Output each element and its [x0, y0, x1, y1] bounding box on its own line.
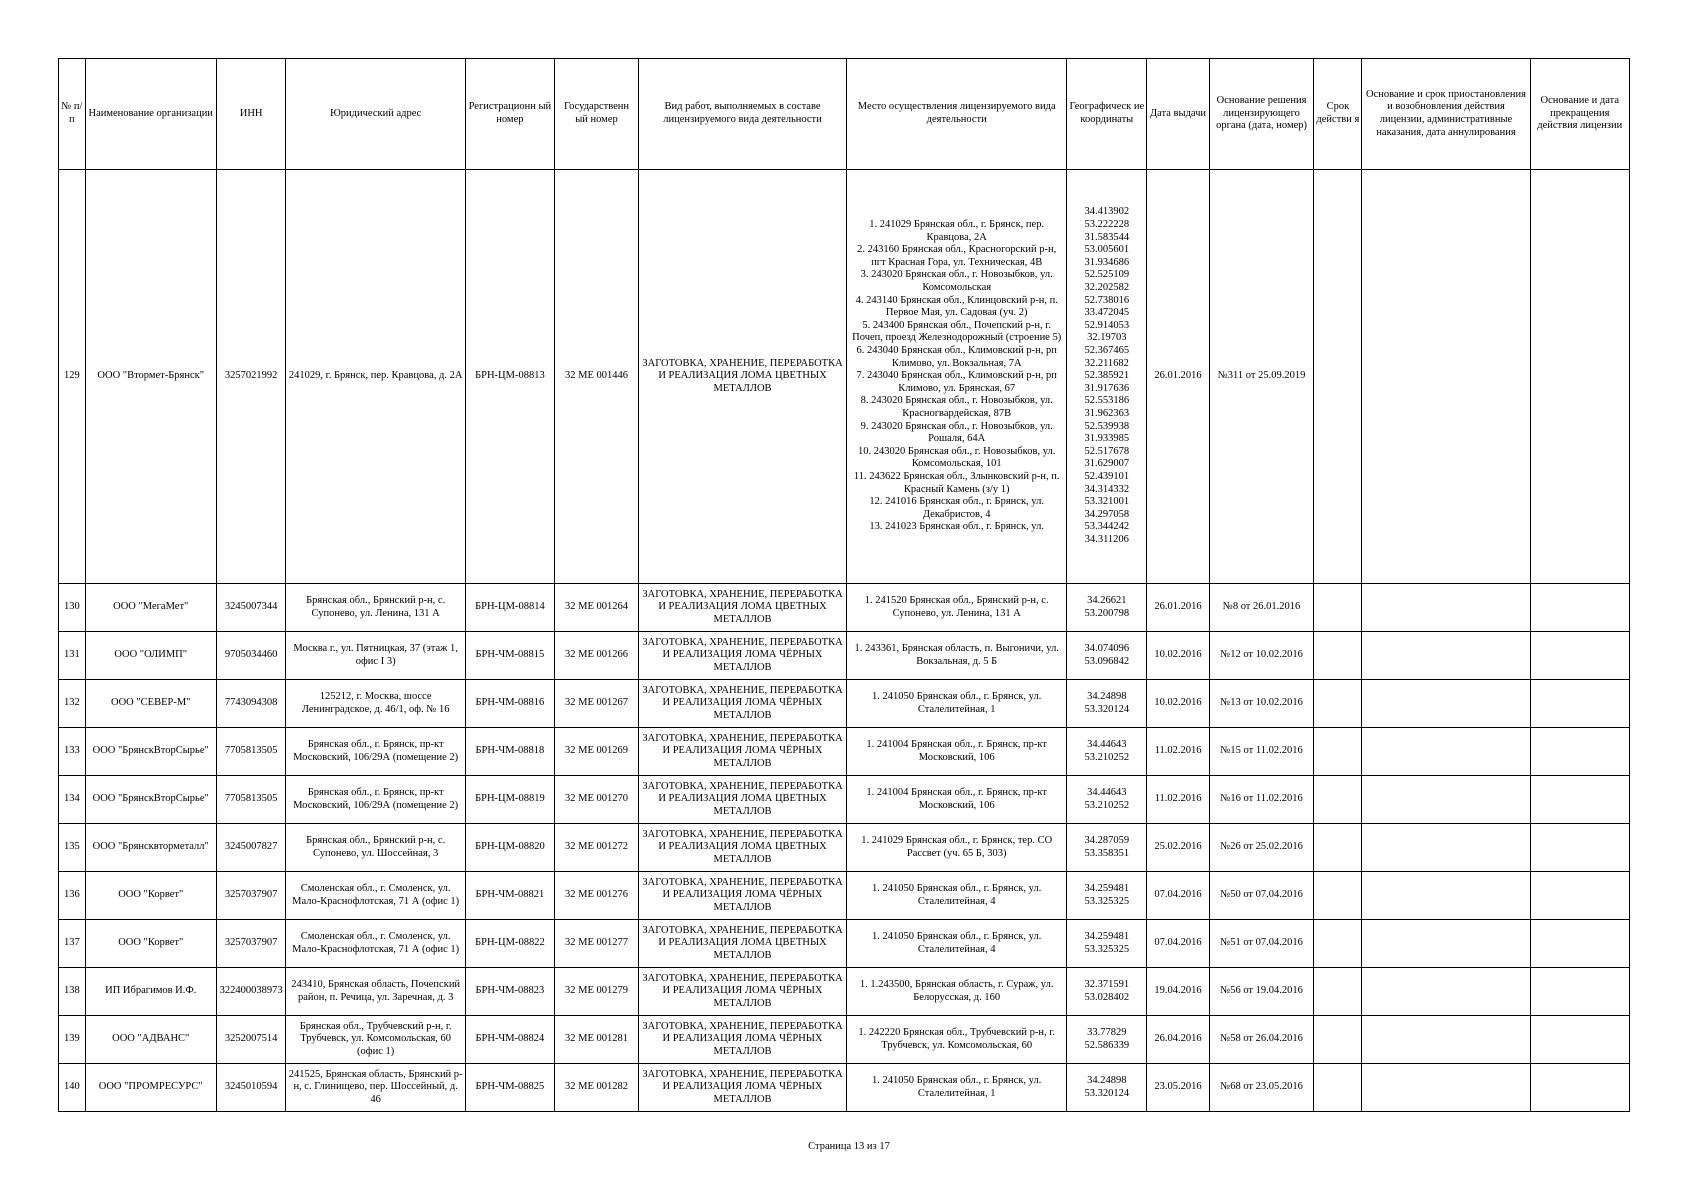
- cell-reg-number: БРН-ЧМ-08818: [465, 728, 554, 776]
- cell-state-number: 32 МЕ 001276: [554, 872, 638, 920]
- cell-decision-basis: №12 от 10.02.2016: [1209, 632, 1314, 680]
- cell-decision-basis: №15 от 11.02.2016: [1209, 728, 1314, 776]
- header-work-type: Вид работ, выполняемых в составе лицензируемого вида деятельности: [639, 59, 847, 170]
- header-num: № п/п: [59, 59, 86, 170]
- cell-org-name: ООО "ОЛИМП": [85, 632, 216, 680]
- header-issue-date: Дата выдачи: [1147, 59, 1210, 170]
- cell-legal-address: Брянская обл., г. Брянск, пр-кт Московский, 106/29А (помещение 2): [286, 728, 465, 776]
- cell-suspension-info: [1362, 824, 1530, 872]
- cell-work-type: ЗАГОТОВКА, ХРАНЕНИЕ, ПЕРЕРАБОТКА И РЕАЛИЗАЦИЯ ЛОМА ЦВЕТНЫХ МЕТАЛЛОВ: [639, 584, 847, 632]
- cell-inn: 3252007514: [216, 1016, 286, 1064]
- cell-org-name: ООО "Корвет": [85, 920, 216, 968]
- cell-validity-term: [1314, 728, 1362, 776]
- cell-decision-basis: №58 от 26.04.2016: [1209, 1016, 1314, 1064]
- cell-decision-basis: №8 от 26.01.2016: [1209, 584, 1314, 632]
- cell-activity-place: 1. 241004 Брянская обл., г. Брянск, пр-кт Московский, 106: [847, 776, 1067, 824]
- cell-coordinates: 34.259481 53.325325: [1067, 872, 1147, 920]
- cell-inn: 7705813505: [216, 776, 286, 824]
- cell-num: 136: [59, 872, 86, 920]
- cell-work-type: ЗАГОТОВКА, ХРАНЕНИЕ, ПЕРЕРАБОТКА И РЕАЛИЗАЦИЯ ЛОМА ЧЁРНЫХ МЕТАЛЛОВ: [639, 1064, 847, 1112]
- cell-num: 137: [59, 920, 86, 968]
- table-row: [59, 824, 1630, 872]
- license-registry-table: [58, 58, 1630, 1112]
- cell-decision-basis: №56 от 19.04.2016: [1209, 968, 1314, 1016]
- cell-work-type: ЗАГОТОВКА, ХРАНЕНИЕ, ПЕРЕРАБОТКА И РЕАЛИЗАЦИЯ ЛОМА ЧЁРНЫХ МЕТАЛЛОВ: [639, 968, 847, 1016]
- cell-decision-basis: №68 от 23.05.2016: [1209, 1064, 1314, 1112]
- header-reg-number: Регистрационн ый номер: [465, 59, 554, 170]
- cell-coordinates: 32.371591 53.028402: [1067, 968, 1147, 1016]
- header-org-name: Наименование организации: [85, 59, 216, 170]
- cell-num: 140: [59, 1064, 86, 1112]
- cell-work-type: ЗАГОТОВКА, ХРАНЕНИЕ, ПЕРЕРАБОТКА И РЕАЛИЗАЦИЯ ЛОМА ЦВЕТНЫХ МЕТАЛЛОВ: [639, 170, 847, 584]
- cell-legal-address: Москва г., ул. Пятницкая, 37 (этаж 1, офис I 3): [286, 632, 465, 680]
- header-activity-place: Место осуществления лицензируемого вида деятельности: [847, 59, 1067, 170]
- cell-activity-place: 1. 241050 Брянская обл., г. Брянск, ул. Сталелитейная, 1: [847, 1064, 1067, 1112]
- cell-state-number: 32 МЕ 001269: [554, 728, 638, 776]
- cell-work-type: ЗАГОТОВКА, ХРАНЕНИЕ, ПЕРЕРАБОТКА И РЕАЛИЗАЦИЯ ЛОМА ЧЁРНЫХ МЕТАЛЛОВ: [639, 680, 847, 728]
- table-row: [59, 680, 1630, 728]
- header-decision-basis: Основание решения лицензирующего органа (дата, номер): [1209, 59, 1314, 170]
- cell-validity-term: [1314, 584, 1362, 632]
- cell-issue-date: 11.02.2016: [1147, 776, 1210, 824]
- cell-reg-number: БРН-ЦМ-08814: [465, 584, 554, 632]
- cell-decision-basis: №13 от 10.02.2016: [1209, 680, 1314, 728]
- cell-activity-place: 1. 1.243500, Брянская область, г. Сураж, ул. Белорусская, д. 160: [847, 968, 1067, 1016]
- cell-suspension-info: [1362, 776, 1530, 824]
- cell-reg-number: БРН-ЦМ-08822: [465, 920, 554, 968]
- cell-reg-number: БРН-ЧМ-08821: [465, 872, 554, 920]
- cell-issue-date: 25.02.2016: [1147, 824, 1210, 872]
- header-coordinates: Географическ ие координаты: [1067, 59, 1147, 170]
- cell-termination-info: [1530, 872, 1629, 920]
- cell-num: 132: [59, 680, 86, 728]
- cell-legal-address: 241525, Брянская область, Брянский р-н, с. Глинищево, пер. Шоссейный, д. 46: [286, 1064, 465, 1112]
- cell-issue-date: 07.04.2016: [1147, 920, 1210, 968]
- header-termination-info: Основание и дата прекращения действия лицензии: [1530, 59, 1629, 170]
- cell-org-name: ООО "МегаМет": [85, 584, 216, 632]
- cell-reg-number: БРН-ЦМ-08819: [465, 776, 554, 824]
- cell-activity-place: 1. 241029 Брянская обл., г. Брянск, пер. Кравцова, 2А 2. 243160 Брянская обл., Красногорский р-н, пгт Красная Гора, ул. Техническая, 4В 3. 243020 Брянская обл., г. Новозыбков, ул. Комсомольская 4. 243140 Брянская обл., Клинцовский р-н, п. Первое Мая, ул. Садовая (уч. 2) 5. 243400 Брянская обл., Почепский р-н, г. Почеп, проезд Железнодорожный (строение 5) 6. 243040 Брянская обл., Климовский р-н, рп Климово, ул. Вокзальная, 7А 7. 243040 Брянская обл., Климовский р-н, рп Климово, ул. Брянская, 67 8. 243020 Брянская обл., г. Новозыбков, ул. Красногвардейская, 87В 9. 243020 Брянская обл., г. Новозыбков, ул. Рошаля, 64А 10. 243020 Брянская обл., г. Новозыбков, ул. Комсомольская, 101 11. 243622 Брянская обл., Злынковский р-н, п. Красный Камень (з/у 1) 12. 241016 Брянская обл., г. Брянск, ул. Декабристов, 4 13. 241023 Брянская обл., г. Брянск, ул.: [847, 170, 1067, 584]
- cell-suspension-info: [1362, 1064, 1530, 1112]
- cell-issue-date: 10.02.2016: [1147, 632, 1210, 680]
- cell-org-name: ООО "Корвет": [85, 872, 216, 920]
- cell-termination-info: [1530, 728, 1629, 776]
- cell-legal-address: Брянская обл., г. Брянск, пр-кт Московский, 106/29А (помещение 2): [286, 776, 465, 824]
- table-row: [59, 584, 1630, 632]
- cell-org-name: ООО "СЕВЕР-М": [85, 680, 216, 728]
- cell-legal-address: Смоленская обл., г. Смоленск, ул. Мало-Краснофлотская, 71 А (офис 1): [286, 872, 465, 920]
- header-state-number: Государственн ый номер: [554, 59, 638, 170]
- cell-activity-place: 1. 241050 Брянская обл., г. Брянск, ул. Сталелитейная, 4: [847, 920, 1067, 968]
- header-validity-term: Срок действи я: [1314, 59, 1362, 170]
- cell-activity-place: 1. 241050 Брянская обл., г. Брянск, ул. Сталелитейная, 4: [847, 872, 1067, 920]
- cell-termination-info: [1530, 170, 1629, 584]
- cell-coordinates: 34.24898 53.320124: [1067, 680, 1147, 728]
- cell-state-number: 32 МЕ 001279: [554, 968, 638, 1016]
- cell-state-number: 32 МЕ 001266: [554, 632, 638, 680]
- cell-reg-number: БРН-ЧМ-08823: [465, 968, 554, 1016]
- cell-suspension-info: [1362, 170, 1530, 584]
- cell-termination-info: [1530, 680, 1629, 728]
- cell-coordinates: 34.44643 53.210252: [1067, 728, 1147, 776]
- cell-termination-info: [1530, 1064, 1629, 1112]
- cell-activity-place: 1. 241004 Брянская обл., г. Брянск, пр-кт Московский, 106: [847, 728, 1067, 776]
- cell-org-name: ИП Ибрагимов И.Ф.: [85, 968, 216, 1016]
- table-row: [59, 920, 1630, 968]
- cell-inn: 322400038973: [216, 968, 286, 1016]
- cell-state-number: 32 МЕ 001267: [554, 680, 638, 728]
- table-row: [59, 1016, 1630, 1064]
- cell-org-name: ООО "БрянскВторСырье": [85, 728, 216, 776]
- cell-num: 139: [59, 1016, 86, 1064]
- cell-decision-basis: №26 от 25.02.2016: [1209, 824, 1314, 872]
- cell-num: 130: [59, 584, 86, 632]
- cell-reg-number: БРН-ЧМ-08816: [465, 680, 554, 728]
- cell-coordinates: 34.259481 53.325325: [1067, 920, 1147, 968]
- cell-legal-address: Смоленская обл., г. Смоленск, ул. Мало-Краснофлотская, 71 А (офис 1): [286, 920, 465, 968]
- table-row: [59, 776, 1630, 824]
- cell-org-name: ООО "АДВАНС": [85, 1016, 216, 1064]
- cell-reg-number: БРН-ЧМ-08825: [465, 1064, 554, 1112]
- cell-validity-term: [1314, 872, 1362, 920]
- cell-coordinates: 34.413902 53.222228 31.583544 53.005601 31.934686 52.525109 32.202582 52.738016 33.472045 52.914053 32.19703 52.367465 32.211682 52.385921 31.917636 52.553186 31.962363 52.539938 31.933985 52.517678 31.629007 52.439101 34.314332 53.321001 34.297058 53.344242 34.311206: [1067, 170, 1147, 584]
- cell-termination-info: [1530, 776, 1629, 824]
- cell-num: 129: [59, 170, 86, 584]
- cell-decision-basis: №50 от 07.04.2016: [1209, 872, 1314, 920]
- cell-num: 135: [59, 824, 86, 872]
- cell-reg-number: БРН-ЧМ-08824: [465, 1016, 554, 1064]
- cell-legal-address: 243410, Брянская область, Почепский район, п. Речица, ул. Заречная, д. 3: [286, 968, 465, 1016]
- cell-coordinates: 34.24898 53.320124: [1067, 1064, 1147, 1112]
- cell-coordinates: 34.44643 53.210252: [1067, 776, 1147, 824]
- cell-decision-basis: №16 от 11.02.2016: [1209, 776, 1314, 824]
- cell-issue-date: 10.02.2016: [1147, 680, 1210, 728]
- cell-state-number: 32 МЕ 001281: [554, 1016, 638, 1064]
- cell-inn: 7705813505: [216, 728, 286, 776]
- cell-suspension-info: [1362, 632, 1530, 680]
- header-inn: ИНН: [216, 59, 286, 170]
- cell-legal-address: Брянская обл., Брянский р-н, с. Супонево, ул. Шоссейная, 3: [286, 824, 465, 872]
- table-row: [59, 632, 1630, 680]
- cell-issue-date: 11.02.2016: [1147, 728, 1210, 776]
- cell-state-number: 32 МЕ 001282: [554, 1064, 638, 1112]
- cell-validity-term: [1314, 968, 1362, 1016]
- cell-validity-term: [1314, 824, 1362, 872]
- cell-inn: 3257021992: [216, 170, 286, 584]
- cell-suspension-info: [1362, 1016, 1530, 1064]
- cell-coordinates: 34.26621 53.200798: [1067, 584, 1147, 632]
- cell-work-type: ЗАГОТОВКА, ХРАНЕНИЕ, ПЕРЕРАБОТКА И РЕАЛИЗАЦИЯ ЛОМА ЧЁРНЫХ МЕТАЛЛОВ: [639, 728, 847, 776]
- cell-decision-basis: №311 от 25.09.2019: [1209, 170, 1314, 584]
- cell-work-type: ЗАГОТОВКА, ХРАНЕНИЕ, ПЕРЕРАБОТКА И РЕАЛИЗАЦИЯ ЛОМА ЦВЕТНЫХ МЕТАЛЛОВ: [639, 920, 847, 968]
- table-row: [59, 968, 1630, 1016]
- cell-work-type: ЗАГОТОВКА, ХРАНЕНИЕ, ПЕРЕРАБОТКА И РЕАЛИЗАЦИЯ ЛОМА ЧЁРНЫХ МЕТАЛЛОВ: [639, 872, 847, 920]
- cell-coordinates: 33.77829 52.586339: [1067, 1016, 1147, 1064]
- cell-issue-date: 26.04.2016: [1147, 1016, 1210, 1064]
- cell-inn: 3245007827: [216, 824, 286, 872]
- cell-num: 134: [59, 776, 86, 824]
- cell-suspension-info: [1362, 584, 1530, 632]
- cell-legal-address: 125212, г. Москва, шоссе Ленинградское, д. 46/1, оф. № 16: [286, 680, 465, 728]
- cell-org-name: ООО "ПРОМРЕСУРС": [85, 1064, 216, 1112]
- cell-activity-place: 1. 241050 Брянская обл., г. Брянск, ул. Сталелитейная, 1: [847, 680, 1067, 728]
- cell-reg-number: БРН-ЧМ-08815: [465, 632, 554, 680]
- cell-state-number: 32 МЕ 001264: [554, 584, 638, 632]
- cell-termination-info: [1530, 1016, 1629, 1064]
- cell-reg-number: БРН-ЦМ-08820: [465, 824, 554, 872]
- cell-work-type: ЗАГОТОВКА, ХРАНЕНИЕ, ПЕРЕРАБОТКА И РЕАЛИЗАЦИЯ ЛОМА ЦВЕТНЫХ МЕТАЛЛОВ: [639, 776, 847, 824]
- cell-org-name: ООО "БрянскВторСырье": [85, 776, 216, 824]
- cell-legal-address: 241029, г. Брянск, пер. Кравцова, д. 2А: [286, 170, 465, 584]
- cell-activity-place: 1. 241029 Брянская обл., г. Брянск, тер. СО Рассвет (уч. 65 Б, 303): [847, 824, 1067, 872]
- cell-decision-basis: №51 от 07.04.2016: [1209, 920, 1314, 968]
- cell-legal-address: Брянская обл., Трубчевский р-н, г. Трубчевск, ул. Комсомольская, 60 (офис 1): [286, 1016, 465, 1064]
- cell-work-type: ЗАГОТОВКА, ХРАНЕНИЕ, ПЕРЕРАБОТКА И РЕАЛИЗАЦИЯ ЛОМА ЦВЕТНЫХ МЕТАЛЛОВ: [639, 824, 847, 872]
- cell-suspension-info: [1362, 920, 1530, 968]
- cell-validity-term: [1314, 920, 1362, 968]
- cell-state-number: 32 МЕ 001270: [554, 776, 638, 824]
- cell-suspension-info: [1362, 728, 1530, 776]
- cell-validity-term: [1314, 170, 1362, 584]
- cell-issue-date: 23.05.2016: [1147, 1064, 1210, 1112]
- cell-inn: 3257037907: [216, 872, 286, 920]
- cell-reg-number: БРН-ЦМ-08813: [465, 170, 554, 584]
- table-row: [59, 872, 1630, 920]
- cell-validity-term: [1314, 776, 1362, 824]
- cell-num: 138: [59, 968, 86, 1016]
- table-body: [59, 170, 1630, 1112]
- cell-org-name: ООО "Втормет-Брянск": [85, 170, 216, 584]
- cell-validity-term: [1314, 680, 1362, 728]
- cell-org-name: ООО "Брянсквторметалл": [85, 824, 216, 872]
- cell-termination-info: [1530, 584, 1629, 632]
- cell-validity-term: [1314, 1064, 1362, 1112]
- cell-activity-place: 1. 243361, Брянская область, п. Выгоничи, ул. Вокзальная, д. 5 Б: [847, 632, 1067, 680]
- cell-termination-info: [1530, 968, 1629, 1016]
- table-row: [59, 170, 1630, 584]
- cell-coordinates: 34.287059 53.358351: [1067, 824, 1147, 872]
- header-legal-address: Юридический адрес: [286, 59, 465, 170]
- cell-coordinates: 34.074096 53.096842: [1067, 632, 1147, 680]
- cell-validity-term: [1314, 1016, 1362, 1064]
- page-number: Страница 13 из 17: [808, 1141, 890, 1152]
- cell-inn: 7743094308: [216, 680, 286, 728]
- cell-num: 131: [59, 632, 86, 680]
- cell-issue-date: 19.04.2016: [1147, 968, 1210, 1016]
- cell-inn: 3257037907: [216, 920, 286, 968]
- cell-state-number: 32 МЕ 001277: [554, 920, 638, 968]
- table-header: [59, 59, 1630, 170]
- table-row: [59, 1064, 1630, 1112]
- cell-activity-place: 1. 242220 Брянская обл., Трубчевский р-н, г. Трубчевск, ул. Комсомольская, 60: [847, 1016, 1067, 1064]
- cell-suspension-info: [1362, 872, 1530, 920]
- cell-termination-info: [1530, 824, 1629, 872]
- cell-work-type: ЗАГОТОВКА, ХРАНЕНИЕ, ПЕРЕРАБОТКА И РЕАЛИЗАЦИЯ ЛОМА ЧЁРНЫХ МЕТАЛЛОВ: [639, 1016, 847, 1064]
- cell-termination-info: [1530, 632, 1629, 680]
- cell-inn: 9705034460: [216, 632, 286, 680]
- cell-inn: 3245010594: [216, 1064, 286, 1112]
- cell-state-number: 32 МЕ 001272: [554, 824, 638, 872]
- cell-num: 133: [59, 728, 86, 776]
- table-row: [59, 728, 1630, 776]
- header-row: [59, 59, 1630, 170]
- cell-suspension-info: [1362, 680, 1530, 728]
- cell-suspension-info: [1362, 968, 1530, 1016]
- cell-issue-date: 26.01.2016: [1147, 584, 1210, 632]
- cell-inn: 3245007344: [216, 584, 286, 632]
- cell-work-type: ЗАГОТОВКА, ХРАНЕНИЕ, ПЕРЕРАБОТКА И РЕАЛИЗАЦИЯ ЛОМА ЧЁРНЫХ МЕТАЛЛОВ: [639, 632, 847, 680]
- header-suspension-info: Основание и срок приостановления и возобновления действия лицензии, административные наказания, дата аннулирования: [1362, 59, 1530, 170]
- cell-validity-term: [1314, 632, 1362, 680]
- cell-issue-date: 26.01.2016: [1147, 170, 1210, 584]
- cell-state-number: 32 МЕ 001446: [554, 170, 638, 584]
- cell-issue-date: 07.04.2016: [1147, 872, 1210, 920]
- cell-legal-address: Брянская обл., Брянский р-н, с. Супонево, ул. Ленина, 131 А: [286, 584, 465, 632]
- cell-activity-place: 1. 241520 Брянская обл., Брянский р-н, с. Супонево, ул. Ленина, 131 А: [847, 584, 1067, 632]
- cell-termination-info: [1530, 920, 1629, 968]
